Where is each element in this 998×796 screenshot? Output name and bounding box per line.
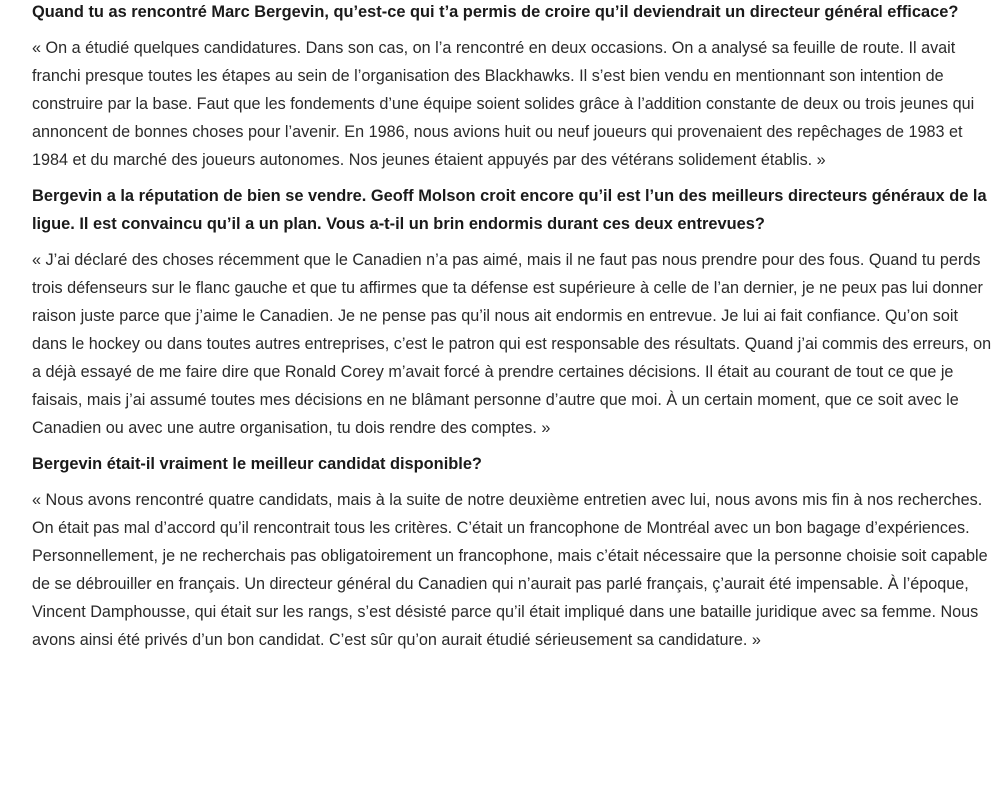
interview-question-1: Quand tu as rencontré Marc Bergevin, qu’est-ce qui t’a permis de croire qu’il deviendrait un directeur général efficace? — [32, 3, 959, 21]
interview-question-3: Bergevin était-il vraiment le meilleur candidat disponible? — [32, 455, 482, 473]
article-body — [32, 0, 992, 662]
interview-question-2: Bergevin a la réputation de bien se vendre. Geoff Molson croit encore qu’il est l’un des meilleurs directeurs généraux de la ligue. Il est convaincu qu’il a un plan. Vous a-t-il un brin endormis durant ces deux entrevues? — [32, 187, 987, 233]
interview-answer-1: « On a étudié quelques candidatures. Dans son cas, on l’a rencontré en deux occasions. On a analysé sa feuille de route. Il avait franchi presque toutes les étapes au sein de l’organisation des Blackhawks. Il s’est bien vendu en mentionnant son intention de construire par la base. Faut que les fondements d’une équipe soient solides grâce à l’addition constante de deux ou trois jeunes qui annoncent de bonnes choses pour l’avenir. En 1986, nous avions huit ou neuf joueurs qui provenaient des repêchages de 1983 et 1984 et du marché des joueurs autonomes. Nos jeunes étaient appuyés par des vétérans solidement établis. » — [32, 39, 975, 169]
interview-answer-3: « Nous avons rencontré quatre candidats, mais à la suite de notre deuxième entretien avec lui, nous avons mis fin à nos recherches. On était pas mal d’accord qu’il rencontrait tous les critères. C’était un francophone de Montréal avec un bon bagage d’expériences. Personnellement, je ne recherchais pas obligatoirement un francophone, mais c’était nécessaire que la personne choisie soit capable de se débrouiller en français. Un directeur général du Canadien qui n’aurait pas parlé français, ç’aurait été impensable. À l’époque, Vincent Damphousse, qui était sur les rangs, s’est désisté parce qu’il était impliqué dans une bataille juridique avec sa femme. Nous avons ainsi été privés d’un bon candidat. C’est sûr qu’on aurait étudié sérieusement sa candidature. » — [32, 491, 988, 649]
interview-answer-2: « J’ai déclaré des choses récemment que le Canadien n’a pas aimé, mais il ne faut pas nous prendre pour des fous. Quand tu perds trois défenseurs sur le flanc gauche et que tu affirmes que ta défense est supérieure à celle de l’an dernier, je ne peux pas lui donner raison juste parce que j’aime le Canadien. Je ne pense pas qu’il nous ait endormis en entrevue. Je lui ai fait confiance. Qu’on soit dans le hockey ou dans toutes autres entreprises, c’est le patron qui est responsable des résultats. Quand j’ai commis des erreurs, on a déjà essayé de me faire dire que Ronald Corey m’avait forcé à prendre certaines décisions. Il était au courant de tout ce que je faisais, mais j’ai assumé toutes mes décisions en ne blâmant personne d’autre que moi. À un certain moment, que ce soit avec le Canadien ou avec une autre organisation, tu dois rendre des comptes. » — [32, 251, 992, 437]
